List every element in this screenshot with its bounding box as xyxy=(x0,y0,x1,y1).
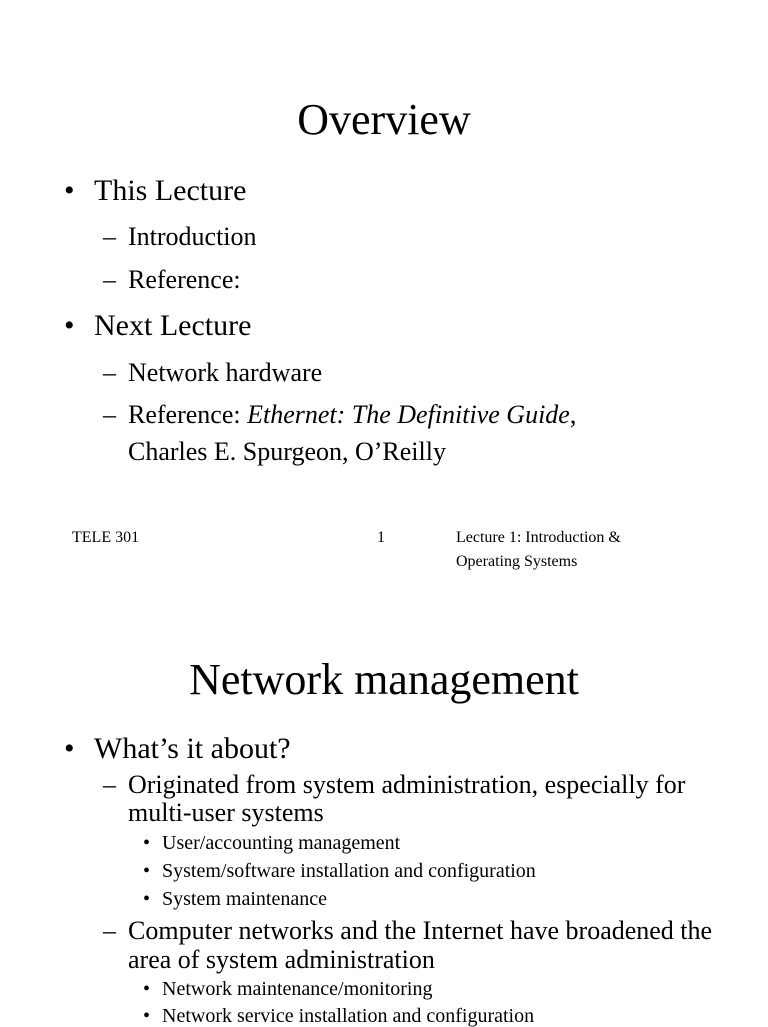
sub-originated-line1: Originated from system administration, especially for xyxy=(128,770,686,799)
book-title: Ethernet: The Definitive Guide xyxy=(247,400,570,429)
item-system-software: System/software installation and configuration xyxy=(162,860,536,882)
bullet-this-lecture: This Lecture xyxy=(94,174,247,207)
item-user-accounting: User/accounting management xyxy=(162,832,401,854)
reference-prefix: Reference: xyxy=(128,400,248,429)
slide-title-network-management: Network management xyxy=(189,655,579,704)
book-author: Charles E. Spurgeon, O’Reilly xyxy=(128,437,446,466)
dash-marker: – xyxy=(103,265,116,294)
sub-network-hardware: Network hardware xyxy=(128,358,323,387)
bullet-marker: • xyxy=(143,1005,151,1027)
sub-computer-networks-line2: area of system administration xyxy=(128,945,435,974)
bullet-marker: • xyxy=(64,732,75,765)
dash-marker: – xyxy=(103,222,116,251)
bullet-marker: • xyxy=(64,309,75,342)
reference-comma: , xyxy=(569,400,577,429)
bullet-marker: • xyxy=(143,978,151,1000)
sub-introduction: Introduction xyxy=(128,222,257,251)
footer-course: TELE 301 xyxy=(72,529,140,546)
dash-marker: – xyxy=(103,358,116,387)
sub-reference-book xyxy=(128,402,576,428)
bullet-whats-it-about: What’s it about? xyxy=(94,732,291,765)
bullet-marker: • xyxy=(143,888,151,910)
item-network-maintenance: Network maintenance/monitoring xyxy=(162,978,433,1000)
sub-originated-line2: multi-user systems xyxy=(128,798,324,827)
footer-page-number: 1 xyxy=(377,529,385,546)
dash-marker: – xyxy=(103,916,116,945)
bullet-marker: • xyxy=(143,832,151,854)
bullet-next-lecture: Next Lecture xyxy=(94,309,252,342)
footer-lecture-line2: Operating Systems xyxy=(456,553,578,570)
sub-reference: Reference: xyxy=(128,265,241,294)
slide-title-overview: Overview xyxy=(297,95,471,144)
dash-marker: – xyxy=(103,400,116,429)
dash-marker: – xyxy=(103,770,116,799)
footer-lecture-line1: Lecture 1: Introduction & xyxy=(456,529,621,546)
bullet-marker: • xyxy=(143,860,151,882)
sub-computer-networks-line1: Computer networks and the Internet have broadened the xyxy=(128,916,713,945)
item-system-maintenance: System maintenance xyxy=(162,888,327,910)
bullet-marker: • xyxy=(64,174,75,207)
item-network-service: Network service installation and configuration xyxy=(162,1005,535,1027)
